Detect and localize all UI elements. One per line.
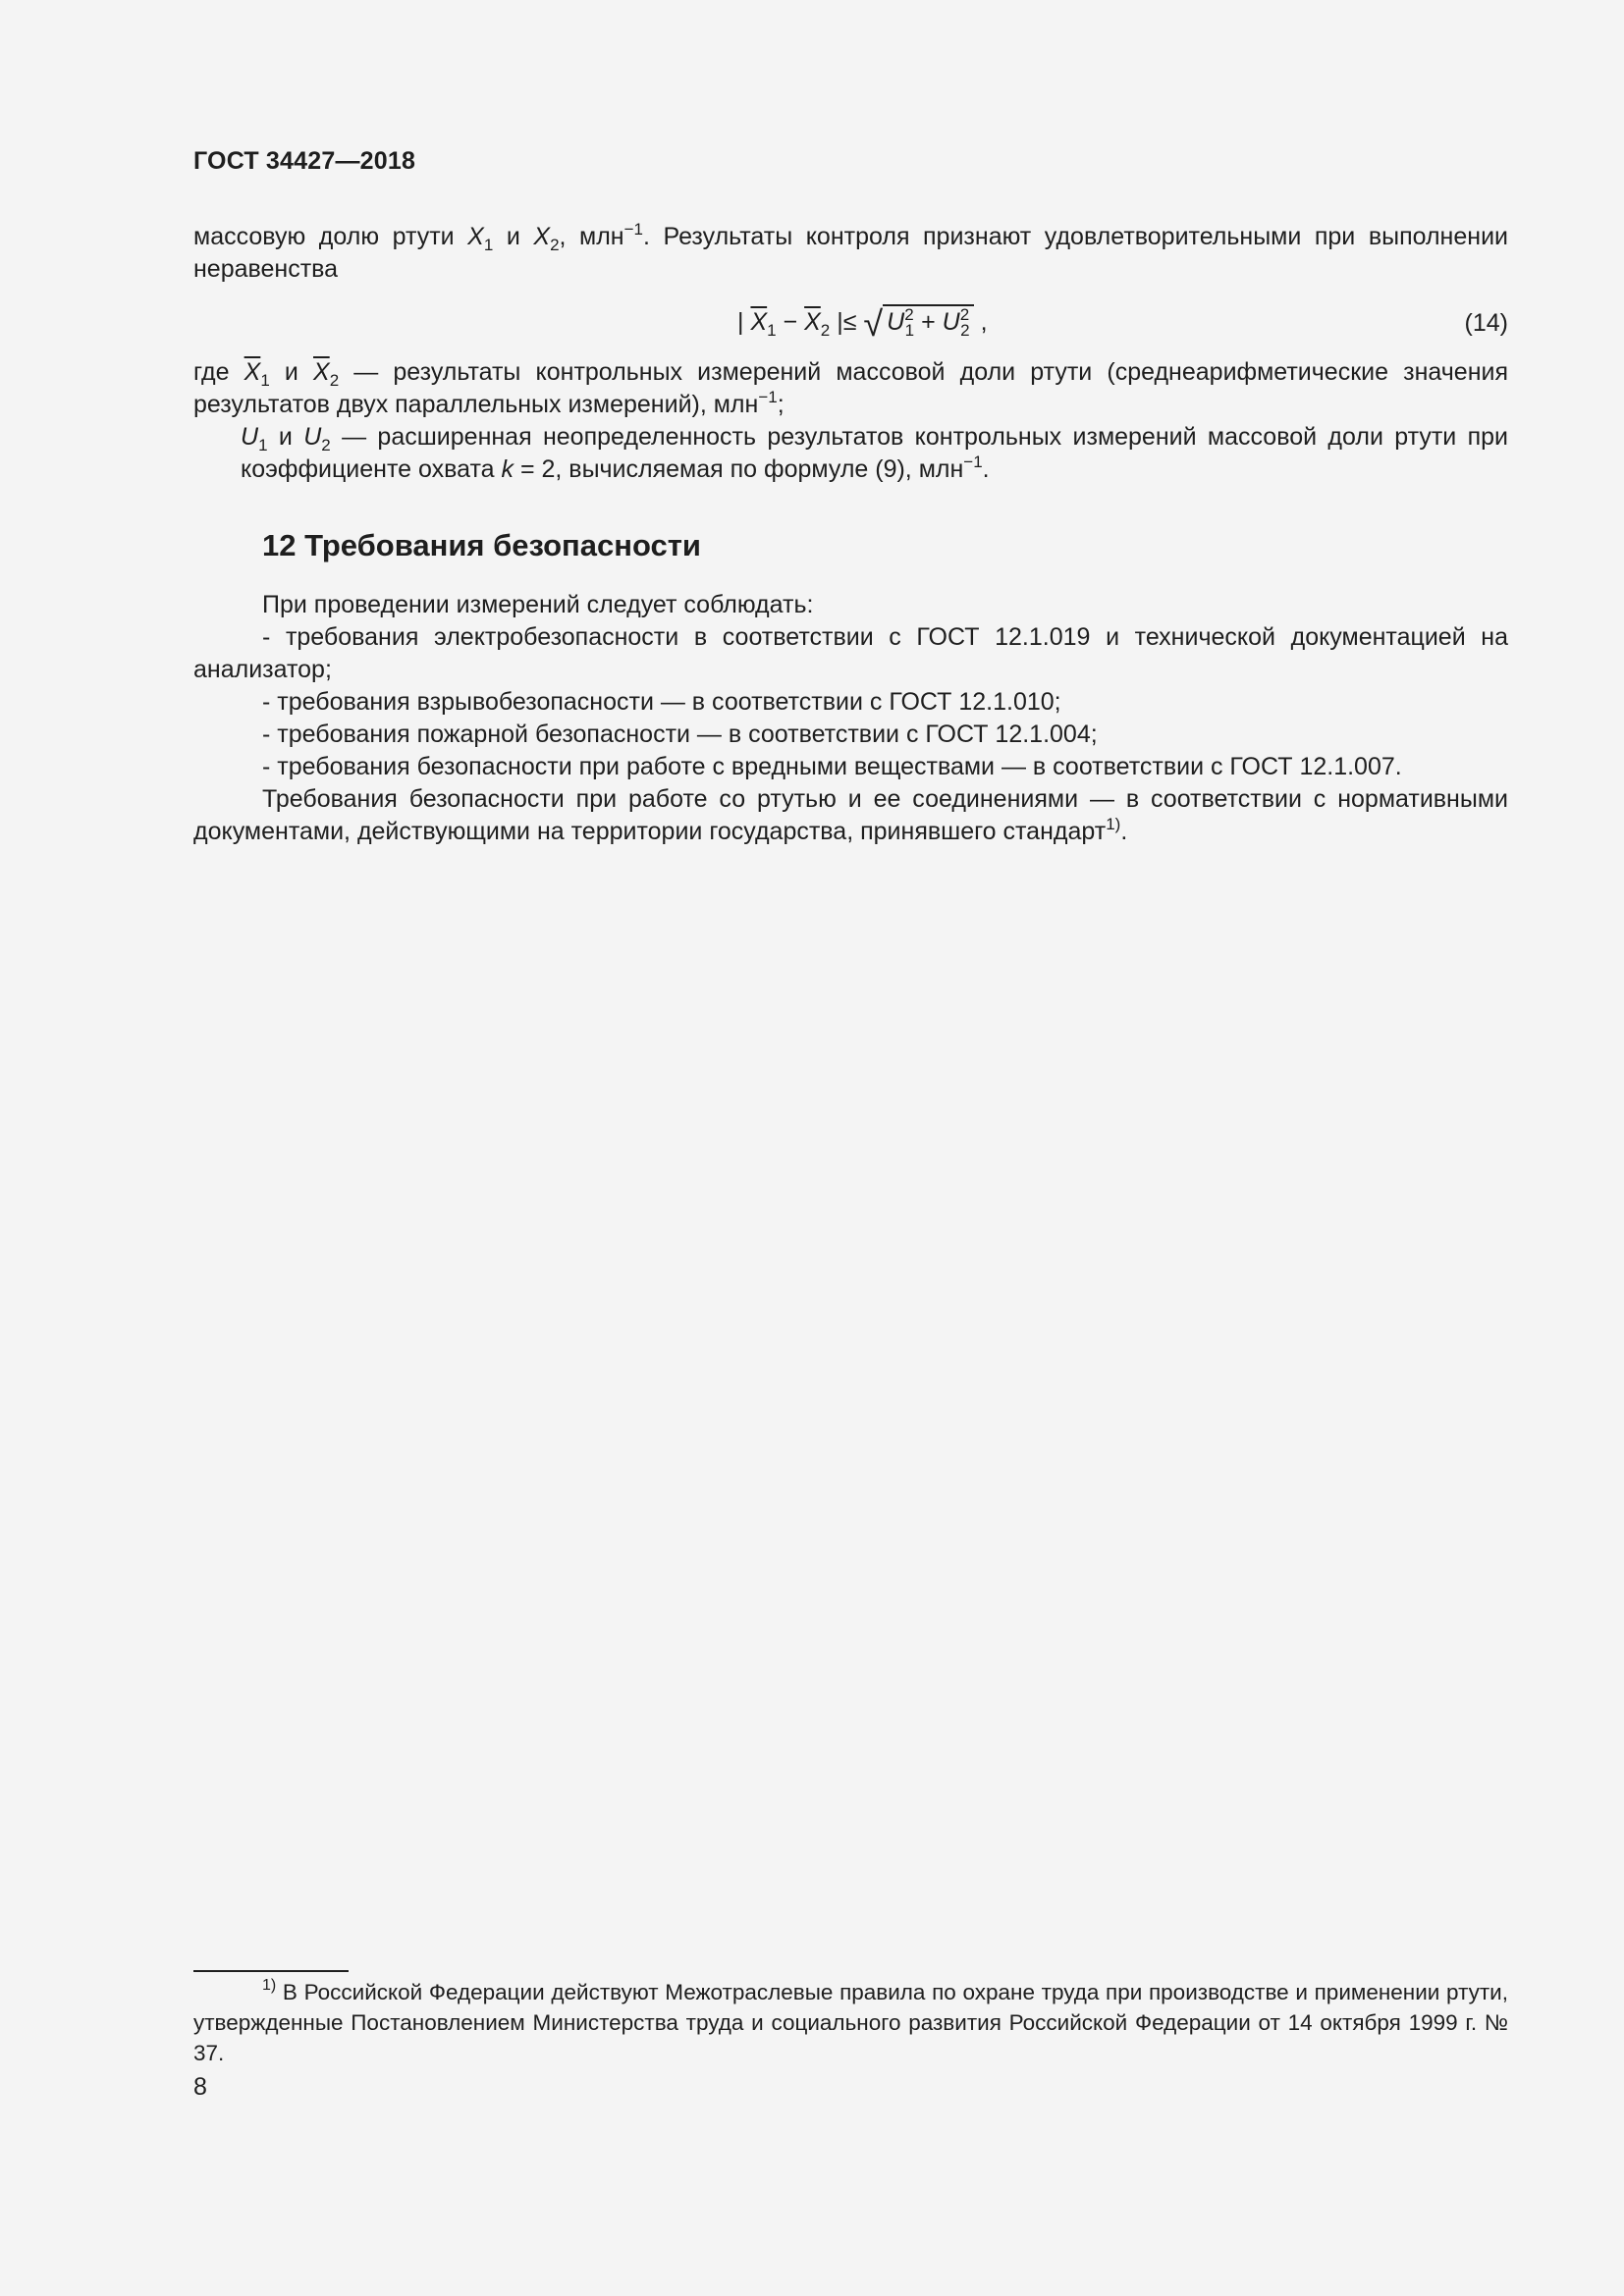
superscript: 2 <box>904 305 914 324</box>
subscript: 2 <box>329 371 340 390</box>
section-title: 12 Требования безопасности <box>262 528 701 562</box>
definition-u <box>193 421 1508 486</box>
where-label: где <box>193 358 244 386</box>
sqrt-icon: √ <box>863 303 884 344</box>
footnote-mark: 1) <box>262 1977 277 1994</box>
definition-x <box>193 356 1508 421</box>
subscript: 2 <box>550 236 560 254</box>
mean-x2: $\overline{X}$ <box>804 308 821 336</box>
text-fragment: ; <box>777 391 785 418</box>
less-equal-sign: |≤ <box>830 308 864 336</box>
subscript: 2 <box>820 321 831 340</box>
inequality-formula <box>737 303 988 345</box>
text-fragment: . <box>982 455 990 483</box>
paragraph: - требования пожарной безопасности — в соответствии с ГОСТ 12.1.004; <box>262 721 1098 748</box>
text-fragment: . <box>1120 818 1128 845</box>
variable-u1: U <box>241 423 259 451</box>
subscript: 1 <box>767 321 777 340</box>
mean-x1: $\overline{X}$ <box>750 308 768 336</box>
where-definitions <box>193 356 1508 486</box>
superscript: −1 <box>623 220 644 239</box>
footnote <box>193 1977 1508 2068</box>
paragraph-text: Требования безопасности при работе со ртутью и ее соединениями — в соответствии с нормативными документами, действующими на территории государства, принявшего стандарт <box>193 785 1508 845</box>
text-fragment: и <box>493 223 534 250</box>
superscript: −1 <box>758 388 778 406</box>
subscript: 1 <box>258 436 268 454</box>
text-fragment: , млн <box>559 223 624 250</box>
variable-k: k <box>501 455 514 483</box>
mean-x2: $\overline{X}$ <box>313 358 330 386</box>
footnote-text: В Российской Федерации действуют Межотраслевые правила по охране труда при производстве и применении ртути, утвержденные Постановлением Министерства труда и социального развития Российской Федерации от 14 октября 1999 г. № 37. <box>193 1980 1508 2065</box>
paragraph: - требования электробезопасности в соответствии с ГОСТ 12.1.019 и технической документацией на анализатор; <box>193 623 1508 683</box>
definition-text: = 2, вычисляемая по формуле (9), млн <box>514 455 964 483</box>
variable-x: X <box>467 223 484 250</box>
subscript: 2 <box>321 436 331 454</box>
subscript: 1 <box>904 321 915 340</box>
paragraph: - требования безопасности при работе с вредными веществами — в соответствии с ГОСТ 12.1.007. <box>262 753 1402 780</box>
formula-14 <box>193 297 1508 343</box>
variable-u2: U <box>303 423 322 451</box>
subscript: 1 <box>483 236 494 254</box>
variable-u2: U <box>942 308 960 336</box>
plus-sign: + <box>914 308 943 336</box>
radicand <box>883 304 974 340</box>
definition-text: — расширенная неопределенность результатов контрольных измерений массовой доли ртути при коэффициенте охвата <box>241 423 1509 483</box>
intro-paragraph <box>193 221 1508 286</box>
subscript: 2 <box>960 321 970 340</box>
superscript: 2 <box>959 305 970 324</box>
mean-x1: $\overline{X}$ <box>244 358 261 386</box>
definition-text: — результаты контрольных измерений массовой доли ртути (среднеарифметические значения результатов двух параллельных измерений), млн <box>193 358 1508 418</box>
subscript: 1 <box>260 371 270 390</box>
page-number: 8 <box>193 2073 207 2101</box>
formula-number: (14) <box>1464 309 1508 337</box>
paragraph <box>193 783 1508 848</box>
text-fragment: массовую долю ртути <box>193 223 468 250</box>
paragraph: - требования взрывобезопасности — в соответствии с ГОСТ 12.1.010; <box>262 688 1061 716</box>
paragraph: При проведении измерений следует соблюдать: <box>262 591 814 618</box>
variable-x: X <box>533 223 551 250</box>
superscript: −1 <box>963 453 983 471</box>
footnote-reference[interactable]: 1) <box>1106 815 1121 833</box>
text-fragment: и <box>269 358 313 386</box>
text-fragment: и <box>267 423 304 451</box>
text-fragment: . Результаты контроля признают удовлетворительными при выполнении неравенства <box>193 223 1508 283</box>
minus-sign: − <box>776 308 805 336</box>
abs-bar: | <box>737 308 751 336</box>
comma: , <box>973 308 988 336</box>
variable-u1: U <box>887 308 905 336</box>
footnote-divider <box>193 1970 349 1972</box>
document-header: ГОСТ 34427—2018 <box>193 147 416 175</box>
section-body <box>193 589 1508 848</box>
